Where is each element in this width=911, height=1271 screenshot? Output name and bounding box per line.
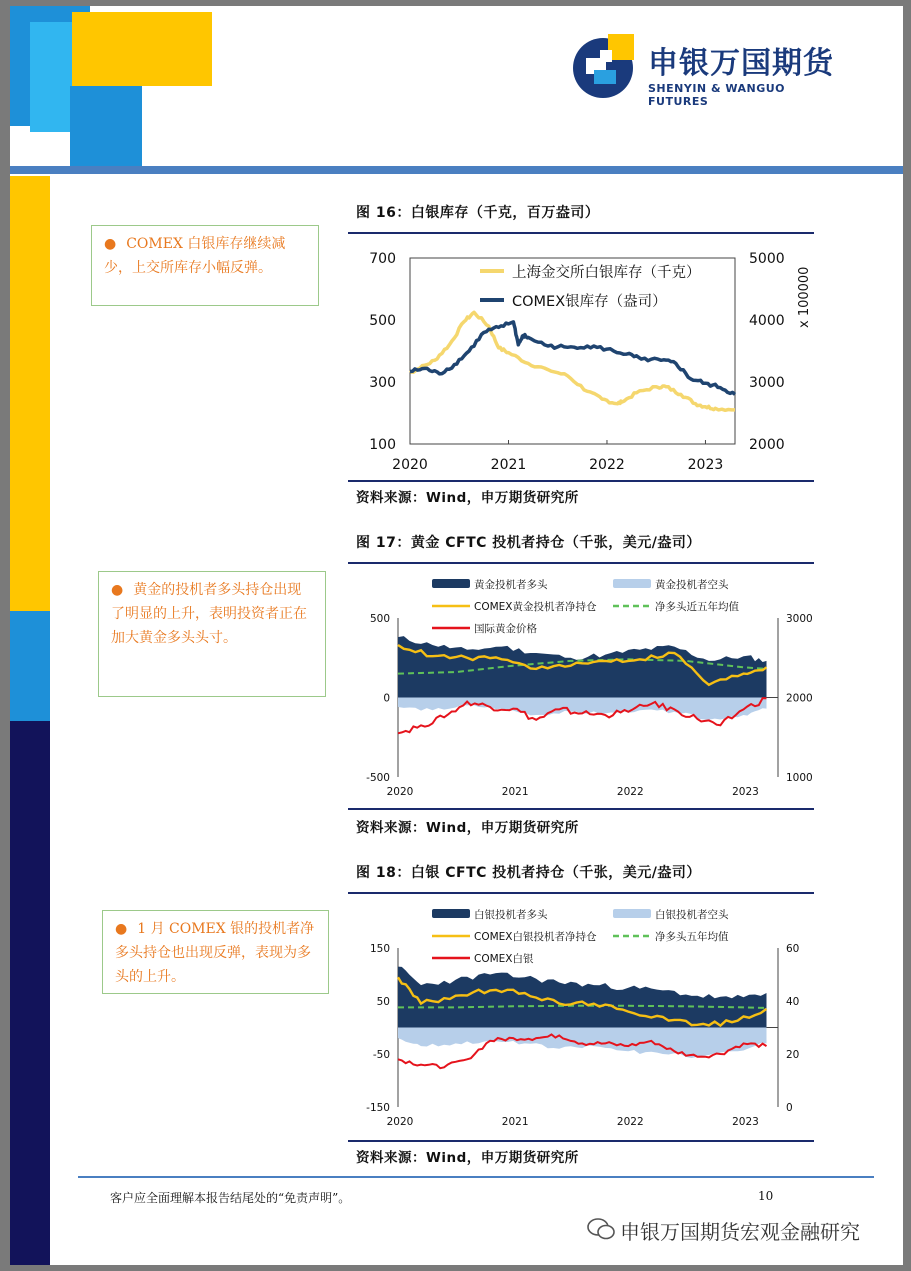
legend-label: 国际黄金价格 (474, 623, 537, 635)
y-right-tick-label: 2000 (786, 692, 813, 705)
side-bar-yellow (10, 176, 50, 611)
note-gold-positions: ● 黄金的投机者多头持仓出现了明显的上升，表明投资者正在加大黄金多头头寸。 (98, 571, 326, 697)
y-right-tick-label: 3000 (749, 375, 785, 391)
figure-18-title: 图 18：白银 CFTC 投机者持仓（千张，美元/盎司） (356, 865, 701, 881)
y-left-tick-label: -150 (366, 1102, 390, 1114)
header-decor (10, 6, 220, 166)
figure-17-title: 图 17：黄金 CFTC 投机者持仓（千张，美元/盎司） (356, 535, 701, 551)
bullet-icon: ● (104, 236, 117, 252)
note-silver-positions: ● 1 月 COMEX 银的投机者净多头持仓也出现反弹，表现为多头的上升。 (102, 910, 329, 994)
short-position-area (398, 698, 767, 720)
legend-swatch (613, 579, 651, 588)
figure-17-chart (348, 566, 814, 808)
x-tick-label: 2020 (386, 786, 414, 798)
x-tick-label: 2020 (392, 457, 428, 473)
figure-16-title: 图 16：白银库存（千克，百万盎司） (356, 205, 600, 221)
legend-swatch (432, 909, 470, 918)
bullet-icon: ● (115, 921, 128, 937)
note-silver-inventory: ● COMEX 白银库存继续减少，上交所库存小幅反弹。 (91, 225, 319, 306)
report-page: 申银万国期货 SHENYIN & WANGUO FUTURES ● COMEX 白银库存继续减少，上交所库存小幅反弹。 ● 黄金的投机者多头持仓出现了明显的上升，表明投资者正在加大黄金多头头寸。 ● 1 月 COMEX 银的投机者净多头持仓也出现反弹，表现为多头的上升。 图 16：白银库存（千克，百万盎司） 700 500 300 100 5000 4000 3000 2000 x 100000 2020 2021 2022 2023 上海金交所白银库存（千克） COMEX银库存（盎司） 资料来源：Wind，申万期货研究所 图 17：黄金 CFTC 投机者持仓（千张，美元/盎司） 500 0 -500 3000 2000 1000 2020 2021 2022 2023 黄金投机者多头 黄金投机者空头 COMEX黄金投机者净持仓 净多头近五年均值 国际黄金价格 资料来源：Wind，申万期货研究所 图 18：白银 CFTC 投机者持仓（千张，美元/盎司） 150 50 -50 -150 60 40 20 0 2020 2021 2022 2023 白银投机者多头 白银投机者空头 COMEX白银投机者净持仓 净多头五年均值 COMEX白银 资料来源：Wind，申万期货研究所 客户应全面理解本报告结尾处的“免责声明”。 10 申银万国期货宏观金融研究 (10, 6, 903, 1265)
figure-16-bottom-rule (348, 480, 814, 482)
x-tick-label: 2021 (490, 457, 527, 473)
legend-label: 白银投机者多头 (474, 909, 548, 921)
figure-17-source: 资料来源：Wind，申万期货研究所 (356, 820, 579, 836)
y-left-tick-label: 0 (383, 692, 390, 705)
legend-label: COMEX白银投机者净持仓 (474, 931, 597, 943)
figure-17-bottom-rule (348, 808, 814, 810)
legend-label: 白银投机者空头 (655, 909, 729, 921)
x-tick-label: 2023 (687, 457, 724, 473)
y-right-tick-label: 1000 (786, 772, 813, 784)
y-left-tick-label: 100 (369, 437, 396, 453)
footer-disclaimer: 客户应全面理解本报告结尾处的“免责声明”。 (110, 1191, 351, 1205)
figure-16-source: 资料来源：Wind，申万期货研究所 (356, 490, 579, 506)
logo-mark-icon (572, 32, 638, 98)
figure-18-bottom-rule (348, 1140, 814, 1142)
x-tick-label: 2022 (589, 457, 625, 473)
legend-swatch (613, 909, 651, 918)
y-left-tick-label: 500 (369, 313, 396, 329)
y-left-tick-label: 50 (376, 996, 390, 1008)
y-right-tick-label: 5000 (749, 251, 785, 267)
y-right-tick-label: 60 (786, 943, 800, 955)
y-left-tick-label: 700 (369, 251, 396, 267)
y-left-tick-label: -50 (372, 1049, 390, 1061)
x-tick-label: 2020 (386, 1116, 414, 1128)
y-right-tick-label: 20 (786, 1049, 800, 1061)
y-right-tick-label: 4000 (749, 313, 785, 329)
side-bar-navy (10, 721, 50, 1265)
x-tick-label: 2022 (616, 786, 644, 798)
legend-label: COMEX银库存（盎司） (512, 294, 667, 310)
legend-label: 上海金交所白银库存（千克） (512, 265, 701, 281)
x-tick-label: 2022 (616, 1116, 644, 1128)
figure-18-source: 资料来源：Wind，申万期货研究所 (356, 1150, 579, 1166)
legend-label: 黄金投机者多头 (474, 579, 548, 591)
y-right-tick-label: 40 (786, 996, 800, 1008)
figure-16-chart (348, 236, 814, 480)
x-tick-label: 2021 (501, 1116, 529, 1128)
legend-swatch (432, 579, 470, 588)
brand-logo (572, 32, 842, 108)
y-left-tick-label: 300 (369, 375, 396, 391)
figure-18-top-rule (348, 892, 814, 894)
y-right-tick-label: 2000 (749, 437, 785, 453)
brand-name-cn: 申银万国期货 (648, 46, 834, 81)
y-left-tick-label: 150 (369, 943, 390, 955)
x-tick-label: 2023 (732, 786, 759, 798)
y-left-tick-label: 500 (369, 613, 390, 625)
bullet-icon: ● (111, 582, 124, 598)
x-tick-label: 2023 (732, 1116, 759, 1128)
wechat-icon (586, 1216, 616, 1242)
page-number: 10 (758, 1189, 774, 1203)
y-right-axis-label: x 100000 (797, 266, 812, 328)
y-right-tick-label: 3000 (786, 613, 813, 625)
long-position-area (398, 636, 767, 697)
legend-label: COMEX白银 (474, 953, 534, 965)
legend-label: 净多头近五年均值 (655, 601, 739, 613)
plot-frame (410, 258, 735, 444)
x-tick-label: 2021 (501, 786, 529, 798)
y-left-tick-label: -500 (366, 772, 390, 784)
legend-label: 净多头五年均值 (655, 931, 729, 943)
header-bar (10, 166, 903, 174)
footer-rule (78, 1176, 874, 1178)
figure-16-top-rule (348, 232, 814, 234)
side-bar-blue (10, 611, 50, 721)
y-right-tick-label: 0 (786, 1102, 793, 1114)
legend-label: 黄金投机者空头 (655, 579, 729, 591)
brand-name-en: SHENYIN & WANGUO FUTURES (648, 82, 786, 108)
legend-label: COMEX黄金投机者净持仓 (474, 601, 597, 613)
figure-18-chart (348, 896, 814, 1140)
figure-17-top-rule (348, 562, 814, 564)
